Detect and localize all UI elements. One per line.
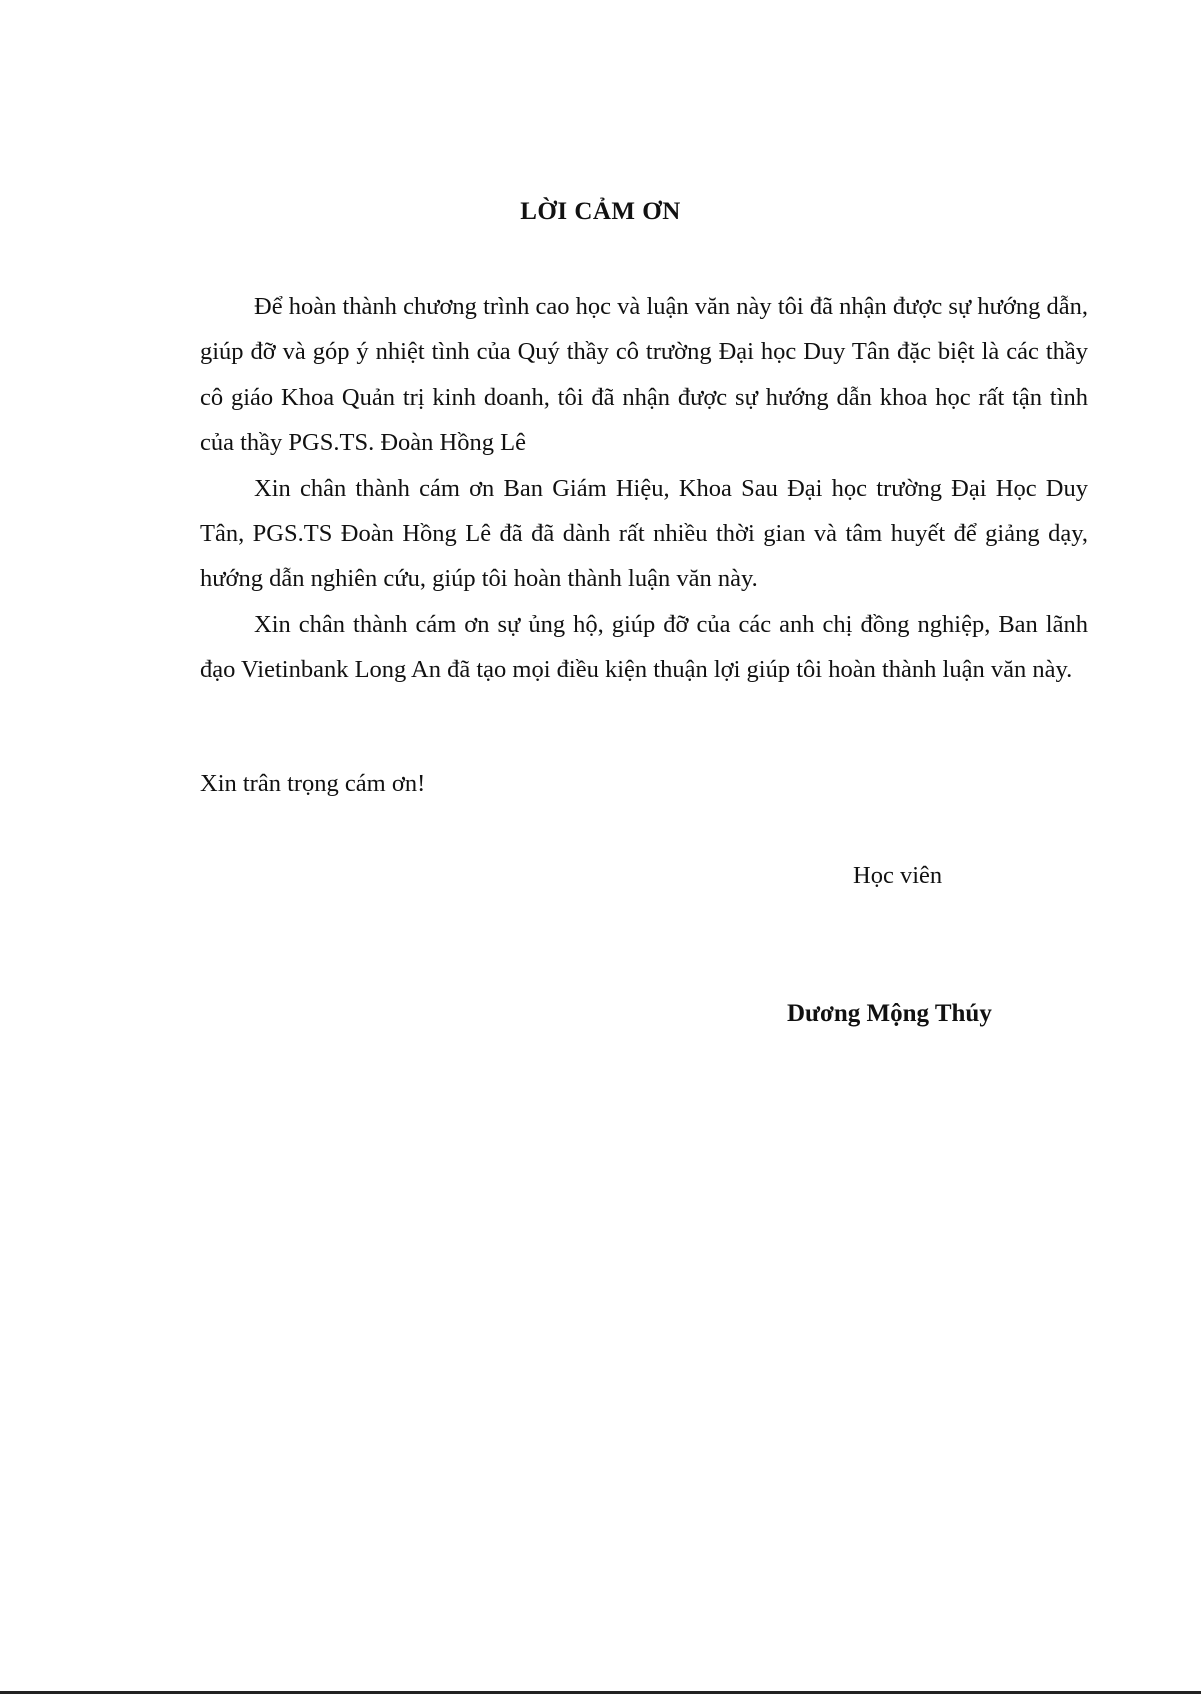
- paragraph-3: Xin chân thành cám ơn sự ủng hộ, giúp đỡ của các anh chị đồng nghiệp, Ban lãnh đạo Vietinbank Long An đã tạo mọi điều kiện thuận lợi giúp tôi hoàn thành luận văn này.: [200, 610, 1088, 684]
- page-bottom-border: [0, 1691, 1201, 1694]
- signer-name: Dương Mộng Thúy: [787, 1000, 992, 1027]
- body-text: [200, 284, 1088, 693]
- paragraph-2: Xin chân thành cám ơn Ban Giám Hiệu, Khoa Sau Đại học trường Đại Học Duy Tân, PGS.TS Đoàn Hồng Lê đã đã dành rất nhiều thời gian và tâm huyết để giảng dạy, hướng dẫn nghiên cứu, giúp tôi hoàn thành luận văn này.: [200, 474, 1088, 593]
- page-title: LỜI CẢM ƠN: [520, 198, 681, 225]
- signer-role: Học viên: [853, 862, 943, 889]
- paragraph-1: Để hoàn thành chương trình cao học và luận văn này tôi đã nhận được sự hướng dẫn, giúp đỡ và góp ý nhiệt tình của Quý thầy cô trường Đại học Duy Tân đặc biệt là các thầy cô giáo Khoa Quản trị kinh doanh, tôi đã nhận được sự hướng dẫn khoa học rất tận tình của thầy PGS.TS. Đoàn Hồng Lê: [200, 293, 1088, 457]
- closing-line: Xin trân trọng cám ơn!: [200, 770, 426, 797]
